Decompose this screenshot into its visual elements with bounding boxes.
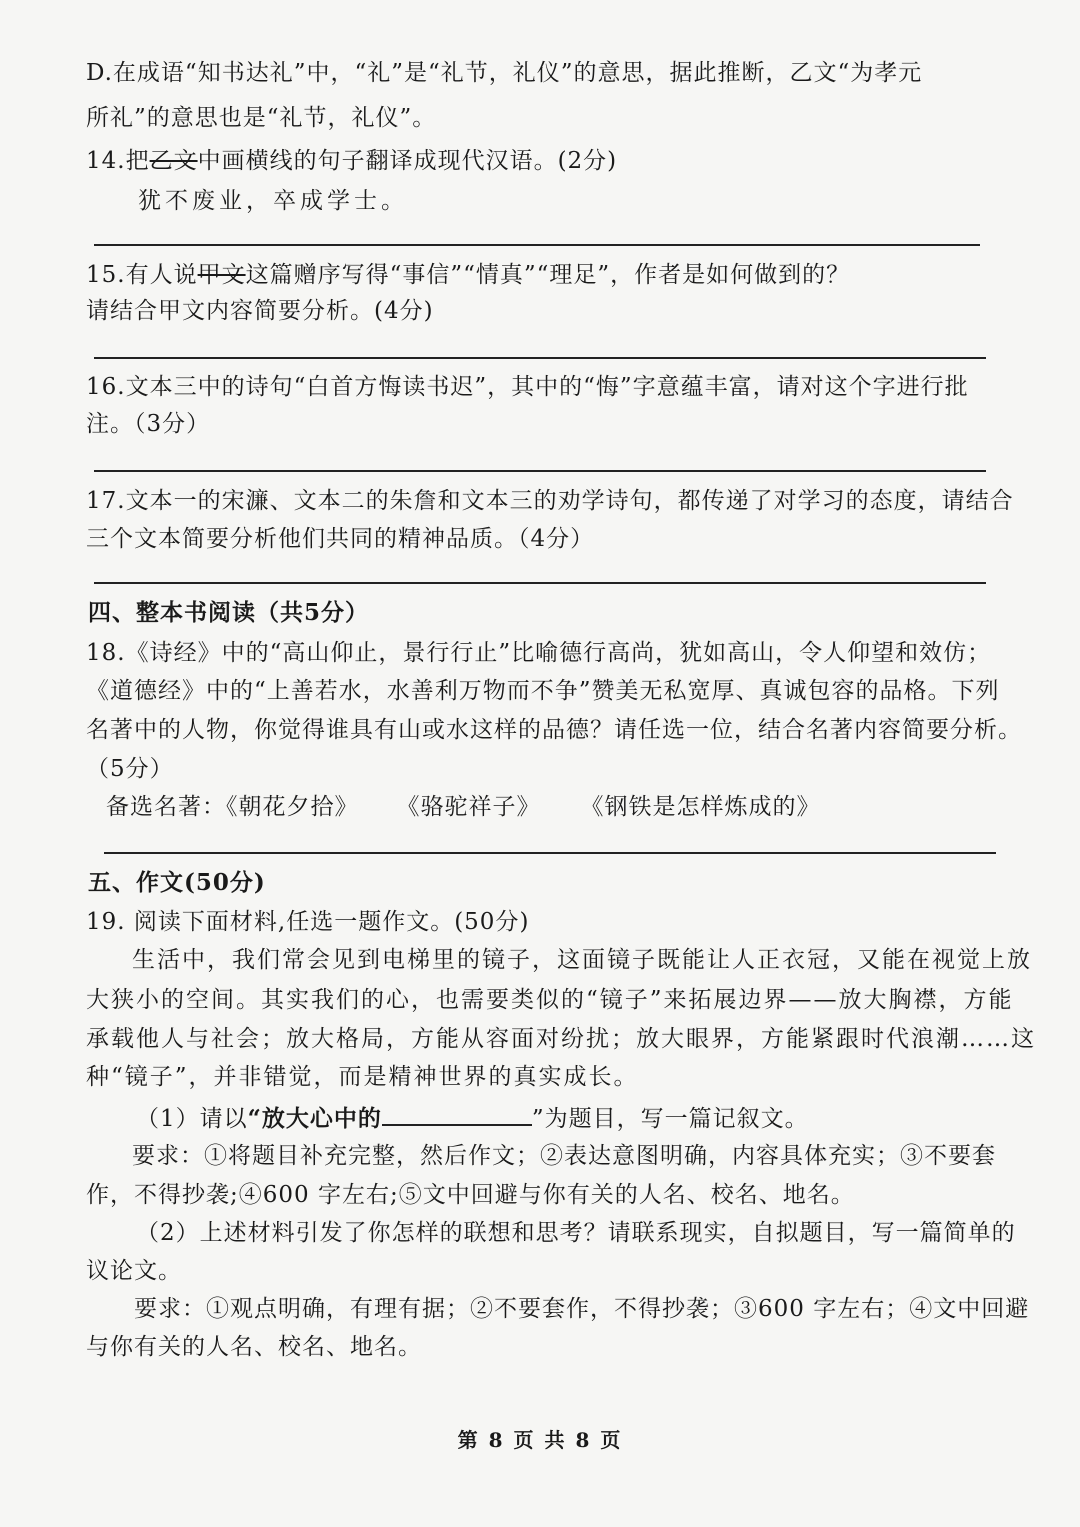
- q19-topic1: [136, 1102, 809, 1134]
- q19-topic2-line2: 议论文。: [86, 1258, 182, 1284]
- section4-heading: 四、整本书阅读（共5分）: [88, 599, 370, 626]
- q18-line3: 名著中的人物，你觉得谁具有山或水这样的品德？请任选一位，结合名著内容简要分析。: [86, 717, 1022, 743]
- q16-prompt-line1: 16.文本三中的诗句“白首方悔读书迟”，其中的“悔”字意蕴丰富，请对这个字进行批: [86, 374, 969, 400]
- q19-requirements2-line1: 要求：①观点明确，有理有据；②不要套作，不得抄袭；③600 字左右；④文中回避: [134, 1296, 1030, 1322]
- q16-prompt-line2: 注。（3分）: [86, 411, 211, 437]
- q14-answer-line: [94, 244, 980, 246]
- q19-requirements2-line2: 与你有关的人名、校名、地名。: [86, 1334, 422, 1360]
- q17-prompt-line1: 17.文本一的宋濂、文本二的朱詹和文本三的劝学诗句，都传递了对学习的态度，请结合: [86, 488, 1014, 514]
- q19-material-line4: 种“镜子”，并非错觉，而是精神世界的真实成长。: [86, 1064, 639, 1090]
- q15-prompt-text: 这篇赠序写得“事信”“情真”“理足”，作者是如何做到的？: [245, 262, 851, 288]
- q18-line4: （5分）: [86, 756, 174, 782]
- q19-requirements1-line2: 作，不得抄袭;④600 字左右;⑤文中回避与你有关的人名、校名、地名。: [86, 1182, 855, 1208]
- q18-answer-line: [104, 852, 996, 854]
- q13-option-d-line1: D.在成语“知书达礼”中，“礼”是“礼节，礼仪”的意思，据此推断，乙文“为孝元: [86, 60, 923, 86]
- q14-number: 14.把: [86, 148, 150, 174]
- q19-material-line2: 大狭小的空间。其实我们的心，也需要类似的“镜子”来拓展边界——放大胸襟，方能: [86, 987, 1014, 1013]
- q19-prompt: 19. 阅读下面材料,任选一题作文。(50分): [86, 909, 530, 935]
- q14-sentence: 犹不废业，卒成学士。: [138, 188, 408, 214]
- q18-books-label: 备选名著：: [106, 794, 226, 820]
- q13-option-d-line2: 所礼”的意思也是“礼节，礼仪”。: [86, 105, 437, 131]
- q19-requirements1-line1: 要求：①将题目补充完整，然后作文；②表达意图明确，内容具体充实；③不要套: [132, 1143, 996, 1169]
- q14-prompt-text: 中画横线的句子翻译成现代汉语。(2分): [197, 148, 618, 174]
- q15-struck-text: 甲文: [197, 262, 246, 288]
- q18-line1: 18.《诗经》中的“高山仰止，景行行止”比喻德行高尚，犹如高山，令人仰望和效仿；: [86, 640, 992, 666]
- q18-book2: 《骆驼祥子》: [396, 794, 541, 820]
- q18-book3: 《钢铁是怎样炼成的》: [580, 794, 821, 820]
- q15-prompt-line2: 请结合甲文内容简要分析。(4分): [86, 298, 434, 324]
- q18-book-options: [106, 792, 821, 822]
- section5-heading: 五、作文(50分): [88, 869, 266, 896]
- q17-prompt-line2: 三个文本简要分析他们共同的精神品质。（4分）: [86, 526, 595, 552]
- q19-topic1-prefix: （1）请以: [136, 1106, 248, 1132]
- q15-prompt: [86, 260, 850, 290]
- q14-struck-text: 乙文: [149, 148, 198, 174]
- q16-answer-line: [94, 470, 986, 472]
- q19-topic1-title: “放大心中的: [247, 1105, 382, 1132]
- q18-book1: 《朝花夕拾》: [226, 794, 359, 820]
- q15-answer-line: [94, 357, 986, 359]
- q18-line2: 《道德经》中的“上善若水，水善利万物而不争”赞美无私宽厚、真诚包容的品格。下列: [86, 678, 1000, 704]
- q19-title-blank: [382, 1102, 532, 1126]
- q14-prompt: [86, 146, 617, 176]
- q15-number: 15.有人说: [86, 262, 198, 288]
- q19-topic2-line1: （2）上述材料引发了你怎样的联想和思考？请联系现实，自拟题目，写一篇简单的: [136, 1220, 1016, 1246]
- q19-topic1-suffix: ”为题目，写一篇记叙文。: [531, 1106, 809, 1132]
- q19-material-line1: 生活中，我们常会见到电梯里的镜子，这面镜子既能让人正衣冠，又能在视觉上放: [132, 947, 1032, 973]
- q19-material-line3: 承载他人与社会；放大格局，方能从容面对纷扰；放大眼界，方能紧跟时代浪潮……这: [86, 1026, 1036, 1052]
- page-number: 第 8 页 共 8 页: [457, 1428, 623, 1452]
- q17-answer-line: [94, 582, 986, 584]
